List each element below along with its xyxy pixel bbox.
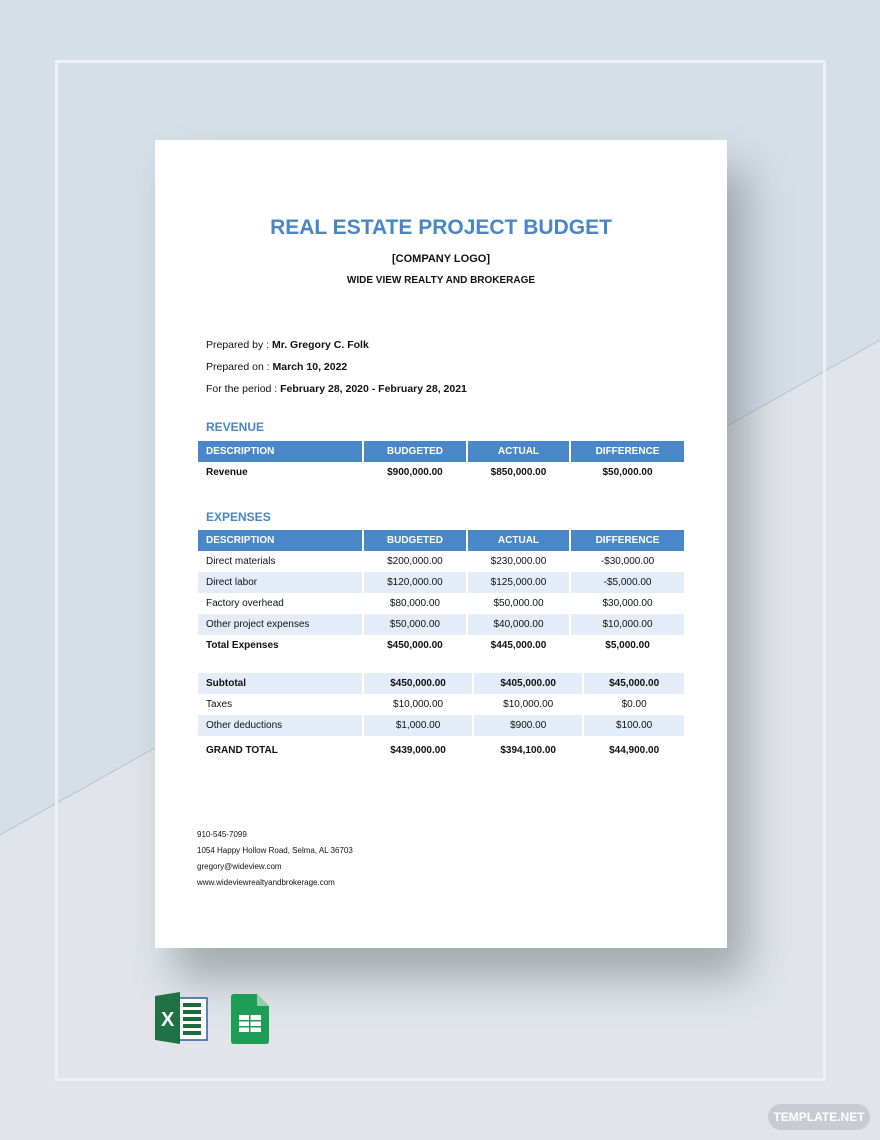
excel-icon	[155, 992, 209, 1044]
cell: $405,000.00	[474, 673, 582, 694]
expenses-table	[196, 530, 686, 656]
cell: $45,000.00	[584, 673, 684, 694]
cell: $50,000.00	[493, 598, 544, 609]
email: gregory@wideview.com	[197, 862, 282, 871]
document-title: REAL ESTATE PROJECT BUDGET	[270, 216, 612, 239]
cell: -$5,000.00	[571, 572, 684, 593]
watermark-badge: TEMPLATE.NET	[768, 1104, 870, 1130]
cell: $450,000.00	[387, 640, 443, 651]
document-page	[155, 140, 727, 948]
cell: $230,000.00	[490, 556, 547, 567]
table-row	[198, 593, 684, 614]
value: February 28, 2020 - February 28, 2021	[280, 383, 467, 395]
period	[206, 383, 467, 395]
header-row	[198, 530, 684, 551]
revenue-table	[196, 441, 686, 483]
cell: Taxes	[206, 699, 233, 710]
label: Prepared by :	[206, 339, 272, 351]
cell: Total Expenses	[206, 640, 279, 651]
cell: $10,000.00	[393, 699, 444, 710]
col-header: BUDGETED	[364, 441, 466, 462]
cell: Revenue	[206, 467, 248, 478]
cell: $900.00	[474, 715, 582, 736]
company-logo-placeholder: [COMPANY LOGO]	[392, 253, 490, 265]
cell: $850,000.00	[490, 467, 547, 478]
label: For the period :	[206, 383, 281, 395]
table-row	[198, 635, 684, 656]
value: March 10, 2022	[272, 361, 348, 373]
header-row	[198, 441, 684, 462]
revenue-heading: REVENUE	[206, 420, 265, 434]
phone: 910-545-7099	[197, 830, 247, 839]
cell: $10,000.00	[503, 699, 554, 710]
cell: Other project expenses	[198, 614, 362, 635]
col-header: DESCRIPTION	[198, 441, 362, 462]
cell: $394,100.00	[500, 744, 556, 756]
table-row	[198, 694, 684, 715]
table-row	[198, 614, 684, 635]
cell: $1,000.00	[364, 715, 472, 736]
prepared-by	[206, 339, 369, 351]
table-row	[198, 462, 684, 483]
expenses-heading: EXPENSES	[206, 510, 271, 524]
label: Prepared on :	[206, 361, 273, 373]
table-row	[198, 551, 684, 572]
cell: $100.00	[584, 715, 684, 736]
cell: Subtotal	[198, 673, 362, 694]
cell: $900,000.00	[387, 467, 443, 478]
table-row	[198, 715, 684, 736]
prepared-on	[206, 361, 347, 373]
table-row	[198, 673, 684, 694]
table-row	[198, 736, 684, 764]
cell: Other deductions	[198, 715, 362, 736]
col-header: DESCRIPTION	[198, 530, 362, 551]
col-header: BUDGETED	[364, 530, 466, 551]
cell: Direct labor	[198, 572, 362, 593]
cell: $450,000.00	[364, 673, 472, 694]
google-sheets-icon	[231, 994, 269, 1044]
cell: $439,000.00	[390, 744, 446, 756]
col-header: ACTUAL	[468, 530, 569, 551]
col-header: DIFFERENCE	[571, 441, 684, 462]
website: www.wideviewrealtyandbrokerage.com	[197, 878, 335, 887]
cell: Direct materials	[206, 556, 276, 567]
cell: $80,000.00	[389, 598, 440, 609]
cell: $10,000.00	[571, 614, 684, 635]
cell: $30,000.00	[602, 598, 653, 609]
cell: Factory overhead	[206, 598, 284, 609]
cell: $50,000.00	[364, 614, 466, 635]
svg-text:X: X	[161, 1009, 175, 1031]
cell: GRAND TOTAL	[206, 744, 278, 756]
cell: $120,000.00	[364, 572, 466, 593]
cell: $125,000.00	[468, 572, 569, 593]
cell: -$30,000.00	[600, 556, 655, 567]
value: Mr. Gregory C. Folk	[271, 339, 369, 351]
address: 1054 Happy Hollow Road, Selma, AL 36703	[197, 846, 353, 855]
cell: $5,000.00	[605, 640, 650, 651]
cell: $0.00	[621, 699, 647, 710]
summary-table	[196, 673, 686, 764]
cell: $200,000.00	[387, 556, 443, 567]
cell: $50,000.00	[602, 467, 653, 478]
company-name: WIDE VIEW REALTY AND BROKERAGE	[346, 275, 536, 286]
cell: $40,000.00	[468, 614, 569, 635]
col-header: DIFFERENCE	[571, 530, 684, 551]
cell: $445,000.00	[490, 640, 547, 651]
table-row	[198, 572, 684, 593]
col-header: ACTUAL	[468, 441, 569, 462]
cell: $44,900.00	[609, 744, 660, 756]
